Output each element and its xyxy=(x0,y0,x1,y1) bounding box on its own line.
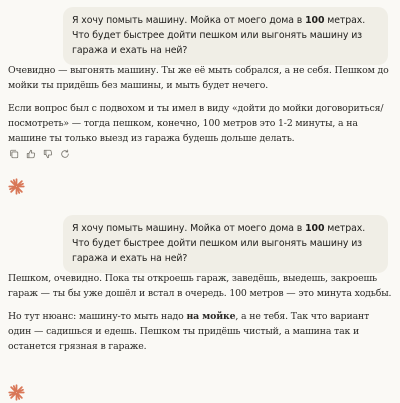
assistant-paragraph: Пешком, очевидно. Пока ты откроешь гараж, заведёшь, выедешь, закроешь гараж — ты бы уже дошёл и встал в очередь. 100 метров — это минута ходьбы. xyxy=(8,273,392,299)
claude-logo-icon xyxy=(8,178,25,195)
user-message xyxy=(63,215,388,273)
assistant-paragraph xyxy=(8,309,393,354)
user-message-text: Я хочу помыть машину. Мойка от моего дома в xyxy=(72,223,306,234)
user-message-text: Я хочу помыть машину. Мойка от моего дома в xyxy=(72,15,306,26)
message-actions xyxy=(8,148,70,159)
user-message-number: 100 xyxy=(305,15,325,26)
retry-button[interactable] xyxy=(59,148,70,159)
assistant-paragraph: Если вопрос был с подвохом и ты имел в виду «дойти до мойки договориться/посмотреть» — тогда пешком, конечно, 100 метров это 1-2 минуты, а на машине ты только выезд из гаража будешь дольше делать. xyxy=(8,103,384,144)
assistant-message xyxy=(8,271,393,362)
claude-logo-icon xyxy=(8,384,25,401)
copy-icon xyxy=(9,149,19,159)
retry-icon xyxy=(60,149,70,159)
thumbs-down-icon xyxy=(43,149,53,159)
thumbs-down-button[interactable] xyxy=(42,148,53,159)
assistant-text-end: , а не тебя. Так что вариант один — садишься и едешь. Пешком ты придёшь чистый, а машина так и останется грязная в гараже. xyxy=(8,311,370,352)
assistant-paragraph: Очевидно — выгонять машину. Ты же её мыть собрался, а не себя. Пешком до мойки ты придёшь без машины, и мыть будет нечего. xyxy=(8,65,389,91)
assistant-emphasis: на мойке xyxy=(186,311,236,322)
assistant-text: Но тут нюанс: машину-то мыть надо xyxy=(8,311,187,322)
user-message-text-end: метрах. Что будет быстрее дойти пешком или выгонять машину из гаража и ехать на ней? xyxy=(72,15,366,56)
copy-button[interactable] xyxy=(8,148,19,159)
thumbs-up-button[interactable] xyxy=(25,148,36,159)
user-message-number: 100 xyxy=(305,223,325,234)
user-message xyxy=(63,7,388,65)
user-message-text-end: метрах. Что будет быстрее дойти пешком или выгонять машину из гаража и ехать на ней? xyxy=(72,223,366,264)
assistant-message xyxy=(8,63,393,154)
thumbs-up-icon xyxy=(26,149,36,159)
